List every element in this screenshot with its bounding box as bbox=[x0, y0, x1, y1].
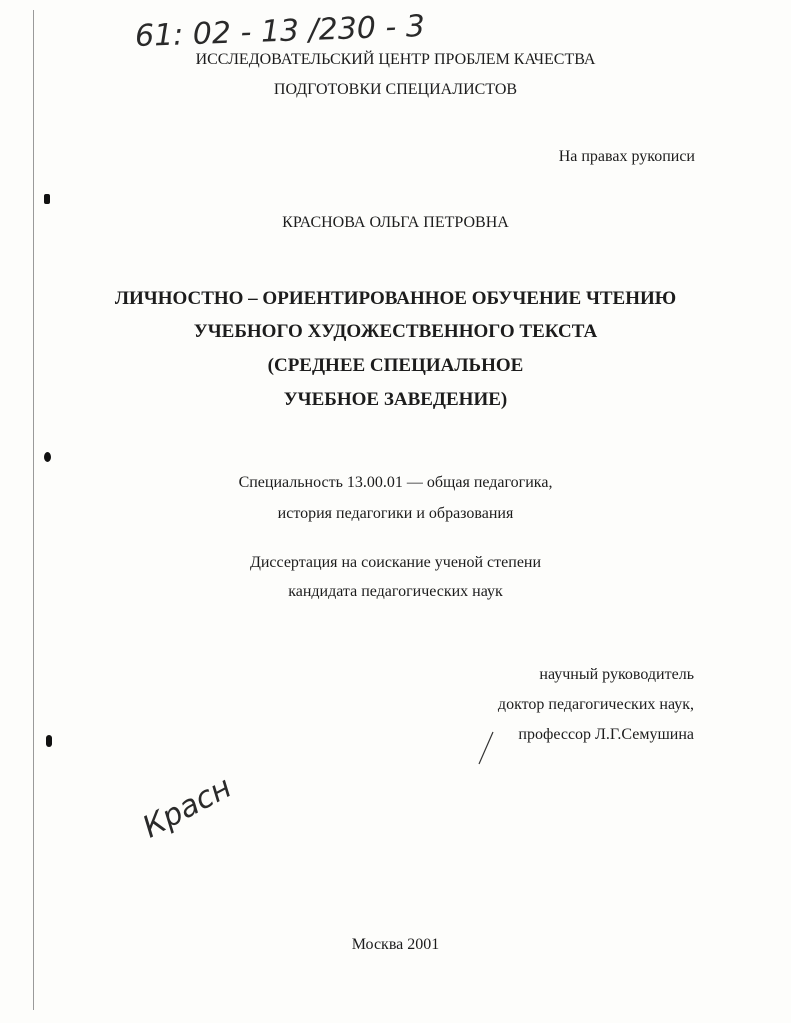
degree-line-1: Диссертация на соискание ученой степени bbox=[249, 554, 542, 571]
title-line-3: (СРЕДНЕЕ СПЕЦИАЛЬНОЕ bbox=[267, 355, 524, 376]
supervisor-name: профессор Л.Г.Семушина bbox=[518, 726, 694, 743]
supervisor-role: научный руководитель bbox=[539, 666, 694, 683]
institution-line-2: ПОДГОТОВКИ СПЕЦИАЛИСТОВ bbox=[273, 81, 518, 98]
scan-speck bbox=[46, 735, 52, 747]
title-line-4: УЧЕБНОЕ ЗАВЕДЕНИЕ) bbox=[283, 389, 508, 410]
city-year: Москва 2001 bbox=[351, 936, 440, 953]
title-line-1: ЛИЧНОСТНО – ОРИЕНТИРОВАННОЕ ОБУЧЕНИЕ ЧТЕНИЮ bbox=[114, 288, 677, 309]
manuscript-note: На правах рукописи bbox=[558, 148, 695, 165]
supervisor-rank: доктор педагогических наук, bbox=[497, 696, 694, 713]
scan-speck bbox=[44, 452, 51, 462]
degree-line-2: кандидата педагогических наук bbox=[288, 583, 503, 600]
signature: Красн bbox=[137, 769, 238, 846]
title-line-2: УЧЕБНОГО ХУДОЖЕСТВЕННОГО ТЕКСТА bbox=[193, 321, 598, 342]
pen-stroke bbox=[476, 728, 496, 768]
institution-line-1: ИССЛЕДОВАТЕЛЬСКИЙ ЦЕНТР ПРОБЛЕМ КАЧЕСТВА bbox=[195, 51, 596, 68]
specialty-line-2: история педагогики и образования bbox=[277, 505, 514, 522]
author-name: КРАСНОВА ОЛЬГА ПЕТРОВНА bbox=[282, 214, 509, 231]
specialty-line-1: Специальность 13.00.01 — общая педагогика, bbox=[238, 474, 553, 491]
archive-code: 61: 02 - 13 /230 - 3 bbox=[134, 8, 426, 55]
scan-speck bbox=[44, 194, 50, 204]
